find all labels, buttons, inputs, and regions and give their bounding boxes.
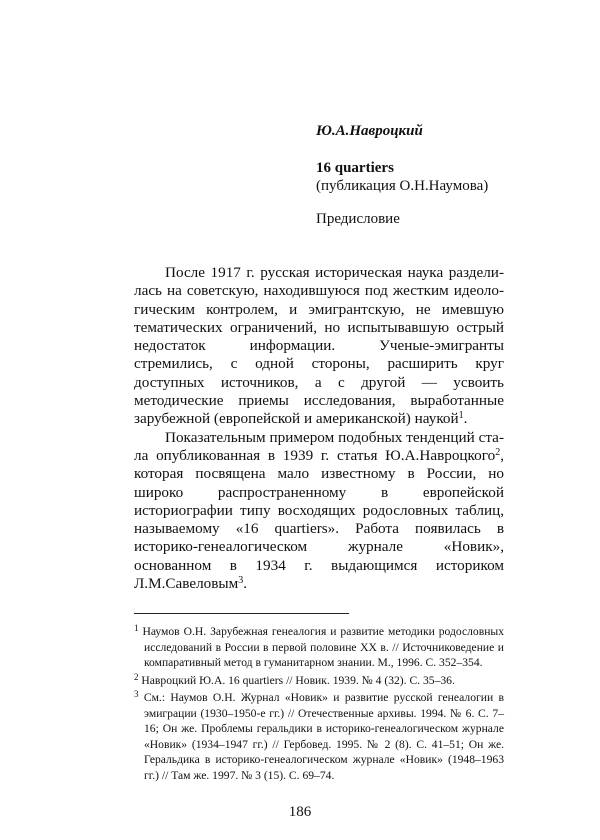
section-title: Предисловие xyxy=(316,211,400,227)
footnote-number: 2 xyxy=(134,671,139,682)
footnote-text: См.: Наумов О.Н. Журнал «Новик» и развитие русской генеалогии в эмиграции (1930–1950-е гг.) // Отечественные архивы. 1994. № 6. С. 7–16; Он же. Проблемы геральдики в историко-генеалогическом журнале «Новик» (1934–1947 гг.) // Гербовед. 1995. № 2 (8). С. 41–51; Он же. Геральдика в историко-генеалогическом журнале «Новик» (1948–1963 гг.) // Там же. 1997. № 3 (15). С. 69–74. xyxy=(143,691,504,782)
article-title: 16 quartiers xyxy=(316,160,394,176)
paragraph-2-text-a: Показательным примером подобных тенденций стала опубликованная в 1939 г. статья Ю.А.Навроцкого xyxy=(134,428,504,464)
footnote-1 xyxy=(134,624,504,671)
body-text xyxy=(134,264,504,593)
title-block xyxy=(316,159,488,195)
publication-note: (публикация О.Н.Наумова) xyxy=(316,178,489,194)
footnote-divider xyxy=(134,613,349,614)
paragraph-1: После 1917 г. русская историческая наука разделилась на советскую, находившуюся под жестким идеологическим контролем, и эмигрантскую, не имевшую тематических ограничений, но испытывавшую острый недостаток информации. Ученые-эмигранты стремились, с одной стороны, расширить круг доступных источников, а с другой — усвоить методические приемы исследования, выработанные зарубежной (европейской и американской) наукой$^1$. xyxy=(134,264,504,428)
footnote-2 xyxy=(134,673,504,689)
footnotes xyxy=(134,624,504,785)
footnote-number: 3 xyxy=(134,689,139,699)
footnote-ref-1: 1 xyxy=(458,410,464,422)
paragraph-2-text-b: , которая посвящена мало известному в России, но широко распространенному в европейской историографии типу восходящих родословных таблиц, называемому «16 quartiers». Работа появилась в историко-генеалогическом журнале «Новик», основанном в 1934 г. выдающимся историком Л.М.Савеловым xyxy=(134,446,504,593)
paragraph-2-end: . xyxy=(243,575,248,593)
footnote-ref-2: 2 xyxy=(495,446,501,458)
footnote-ref-3: 3 xyxy=(238,575,244,587)
page-number: 186 xyxy=(288,804,312,820)
footnote-3 xyxy=(134,690,504,783)
paragraph-2 xyxy=(134,429,504,594)
footnote-number: 1 xyxy=(134,623,139,633)
author-name: Ю.А.Навроцкий xyxy=(316,123,423,139)
footnote-text: Навроцкий Ю.А. 16 quartiers // Новик. 1939. № 4 (32). С. 35–36. xyxy=(141,673,455,687)
footnote-text: Наумов О.Н. Зарубежная генеалогия и развитие методики родословных исследований в России в первой половине XX в. // Источниковедение и компаративный метод в гуманитарном знании. М., 1996. С. 352–354. xyxy=(142,625,504,669)
paragraph-1-text: После 1917 г. русская историческая наука разделилась на советскую, находившуюся под жестким идеологическим контролем, и эмигрантскую, не имевшую тематических ограничений, но испытывавшую острый недостаток информации. Ученые-эмигранты стремились, с одной стороны, расширить круг доступных источников, а с другой — усвоить методические приемы исследования, выработанные зарубежной (европейской и американской) наукой xyxy=(134,264,504,428)
